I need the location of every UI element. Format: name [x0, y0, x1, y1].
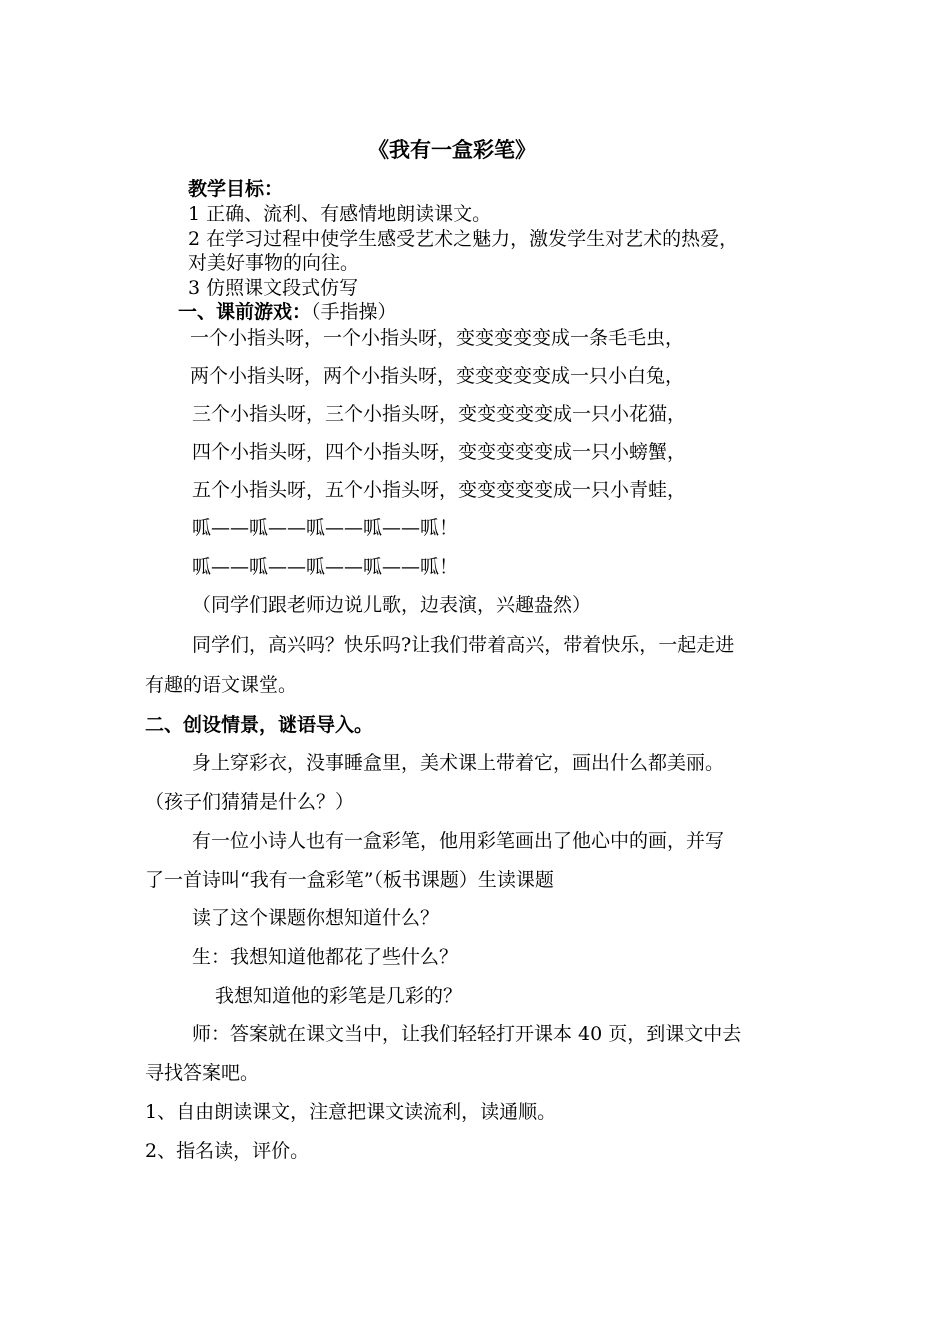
finger-rhyme-line: 呱——呱——呱——呱——呱！: [192, 517, 459, 539]
finger-rhyme-note: （同学们跟老师边说儿歌，边表演，兴趣盎然）: [192, 594, 592, 616]
finger-rhyme-line: 三个小指头呀，三个小指头呀，变变变变变成一只小花猫，: [192, 403, 687, 425]
objective-item-1: 1 正确、流利、有感情地朗读课文。: [188, 203, 492, 225]
objectives-heading: 教学目标：: [188, 178, 284, 200]
teacher-paragraph-cont: 寻找答案吧。: [145, 1062, 260, 1084]
section1-heading-note: （手指操）: [311, 301, 397, 323]
question-line: 读了这个课题你想知道什么？: [192, 907, 440, 929]
finger-rhyme-line: 两个小指头呀，两个小指头呀，变变变变变成一只小白兔，: [190, 365, 685, 387]
section1-paragraph: 同学们，高兴吗？快乐吗?让我们带着高兴，带着快乐，一起走进: [192, 634, 735, 656]
section1-heading-line: [178, 300, 397, 324]
section1-paragraph-cont: 有趣的语文课堂。: [145, 674, 298, 696]
objective-item-2-cont: 对美好事物的向往。: [188, 252, 360, 274]
finger-rhyme-line: 五个小指头呀，五个小指头呀，变变变变变成一只小青蛙，: [192, 479, 687, 501]
student-answer: 生：我想知道他都花了些什么？: [192, 946, 459, 968]
objective-item-3: 3 仿照课文段式仿写: [188, 277, 359, 299]
riddle-question: （孩子们猜猜是什么？）: [145, 791, 355, 813]
finger-rhyme-line: 呱——呱——呱——呱——呱！: [192, 556, 459, 578]
section1-heading: 一、课前游戏：: [178, 301, 312, 323]
document-title: 《我有一盒彩笔》: [368, 137, 536, 162]
intro-paragraph: 有一位小诗人也有一盒彩笔，他用彩笔画出了他心中的画，并写: [192, 830, 725, 852]
teacher-paragraph: 师：答案就在课文当中，让我们轻轻打开课本 40 页，到课文中去: [192, 1023, 742, 1045]
riddle-text: 身上穿彩衣，没事睡盒里，美术课上带着它，画出什么都美丽。: [192, 752, 725, 774]
section2-heading: 二、创设情景，谜语导入。: [145, 714, 374, 736]
intro-paragraph-cont: 了一首诗叫“我有一盒彩笔”（板书课题）生读课题: [145, 869, 554, 891]
finger-rhyme-line: 一个小指头呀，一个小指头呀，变变变变变成一条毛毛虫，: [190, 327, 685, 349]
step-item-2: 2、指名读，评价。: [145, 1140, 310, 1162]
objective-item-2: 2 在学习过程中使学生感受艺术之魅力，激发学生对艺术的热爱，: [188, 228, 739, 250]
student-answer: 我想知道他的彩笔是几彩的？: [215, 985, 463, 1007]
step-item-1: 1、自由朗读课文，注意把课文读流利，读通顺。: [145, 1101, 557, 1123]
finger-rhyme-line: 四个小指头呀，四个小指头呀，变变变变变成一只小螃蟹，: [192, 441, 687, 463]
